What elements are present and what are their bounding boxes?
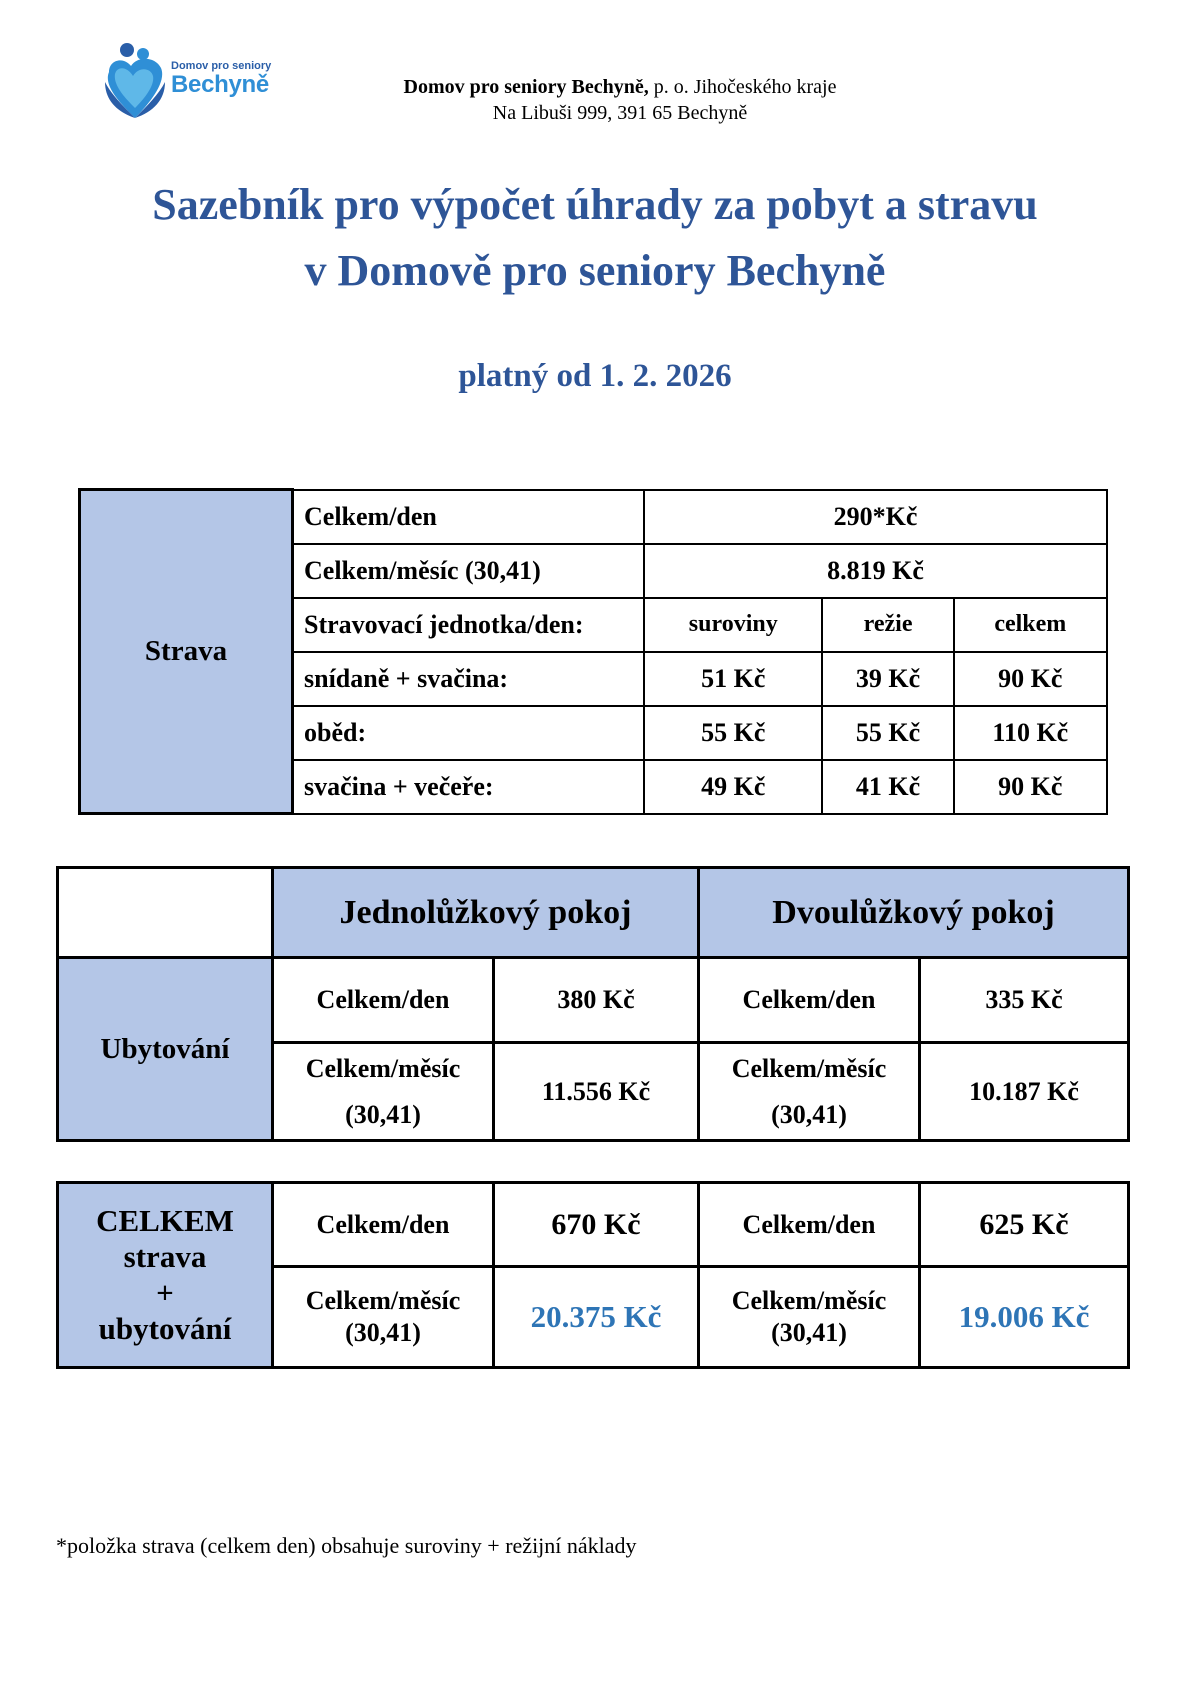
month-label-text: Celkem/měsíc: [731, 1286, 887, 1315]
double-month-value: 10.187 Kč: [920, 1043, 1129, 1141]
logo-icon: [103, 42, 169, 120]
ubytovani-section-label: Ubytování: [58, 958, 273, 1141]
strava-day-value: 290*Kč: [644, 490, 1107, 544]
double-room-header: Dvoulůžkový pokoj: [699, 868, 1129, 958]
month-label-sub: (30,41): [345, 1099, 421, 1129]
celkem-double-day-label: Celkem/den: [699, 1183, 920, 1267]
single-month-value: 11.556 Kč: [494, 1043, 699, 1141]
double-month-label: [699, 1043, 920, 1141]
meal-value: 39 Kč: [822, 652, 953, 706]
month-label-sub: (30,41): [345, 1318, 421, 1347]
celkem-single-day-label: Celkem/den: [273, 1183, 494, 1267]
org-address: Na Libuši 999, 391 65 Bechyně: [492, 102, 748, 124]
logo: [103, 42, 283, 122]
celkem-line1: CELKEM: [96, 1203, 234, 1238]
column-header: režie: [822, 598, 953, 652]
meal-value: 51 Kč: [644, 652, 822, 706]
column-header: celkem: [954, 598, 1107, 652]
meal-value: 49 Kč: [644, 760, 822, 814]
meal-value: 41 Kč: [822, 760, 953, 814]
celkem-section-label: [58, 1183, 273, 1368]
meal-value: 110 Kč: [954, 706, 1107, 760]
celkem-table: [56, 1181, 1130, 1369]
strava-month-value: 8.819 Kč: [644, 544, 1107, 598]
meal-value: 90 Kč: [954, 760, 1107, 814]
footnote: *položka strava (celkem den) obsahuje suroviny + režijní náklady: [56, 1533, 637, 1558]
month-label-text: Celkem/měsíc: [305, 1053, 461, 1083]
celkem-double-month-label: [699, 1267, 920, 1368]
meal-value: 90 Kč: [954, 652, 1107, 706]
meal-value: 55 Kč: [644, 706, 822, 760]
column-header: suroviny: [644, 598, 822, 652]
meal-value: 55 Kč: [822, 706, 953, 760]
org-name: [300, 74, 940, 100]
month-label-sub: (30,41): [771, 1318, 847, 1347]
valid-from: platný od 1. 2. 2026: [458, 358, 732, 394]
celkem-single-month-label: [273, 1267, 494, 1368]
celkem-single-month-value: 20.375 Kč: [494, 1267, 699, 1368]
celkem-double-day-value: 625 Kč: [920, 1183, 1129, 1267]
celkem-line2: strava: [123, 1239, 207, 1274]
double-day-label: Celkem/den: [699, 958, 920, 1043]
strava-month-label: Celkem/měsíc (30,41): [293, 544, 645, 598]
page-title: [0, 172, 1190, 304]
single-room-header: Jednolůžkový pokoj: [273, 868, 699, 958]
org-name-rest: p. o. Jihočeského kraje: [648, 76, 837, 98]
month-label-text: Celkem/měsíc: [305, 1286, 461, 1315]
meal-label: snídaně + svačina:: [293, 652, 645, 706]
double-day-value: 335 Kč: [920, 958, 1129, 1043]
ubytovani-table: [56, 866, 1130, 1142]
logo-line2: Bechyně: [171, 71, 269, 98]
title-line2: v Domově pro seniory Bechyně: [304, 246, 886, 295]
strava-unit-label: Stravovací jednotka/den:: [293, 598, 645, 652]
month-label-text: Celkem/měsíc: [731, 1053, 887, 1083]
empty-corner: [58, 868, 273, 958]
single-day-value: 380 Kč: [494, 958, 699, 1043]
celkem-line3: +: [156, 1275, 174, 1310]
single-day-label: Celkem/den: [273, 958, 494, 1043]
single-month-label: [273, 1043, 494, 1141]
celkem-line4: ubytování: [98, 1311, 232, 1346]
strava-section-label: Strava: [80, 490, 293, 814]
celkem-single-day-value: 670 Kč: [494, 1183, 699, 1267]
org-header: [300, 74, 940, 126]
meal-label: svačina + večeře:: [293, 760, 645, 814]
celkem-double-month-value: 19.006 Kč: [920, 1267, 1129, 1368]
meal-label: oběd:: [293, 706, 645, 760]
month-label-sub: (30,41): [771, 1099, 847, 1129]
org-name-bold: Domov pro seniory Bechyně,: [403, 76, 649, 98]
strava-day-label: Celkem/den: [293, 490, 645, 544]
logo-line1: Domov pro seniory: [171, 60, 272, 72]
strava-table: [78, 488, 1108, 815]
title-line1: Sazebník pro výpočet úhrady za pobyt a stravu: [152, 180, 1038, 229]
